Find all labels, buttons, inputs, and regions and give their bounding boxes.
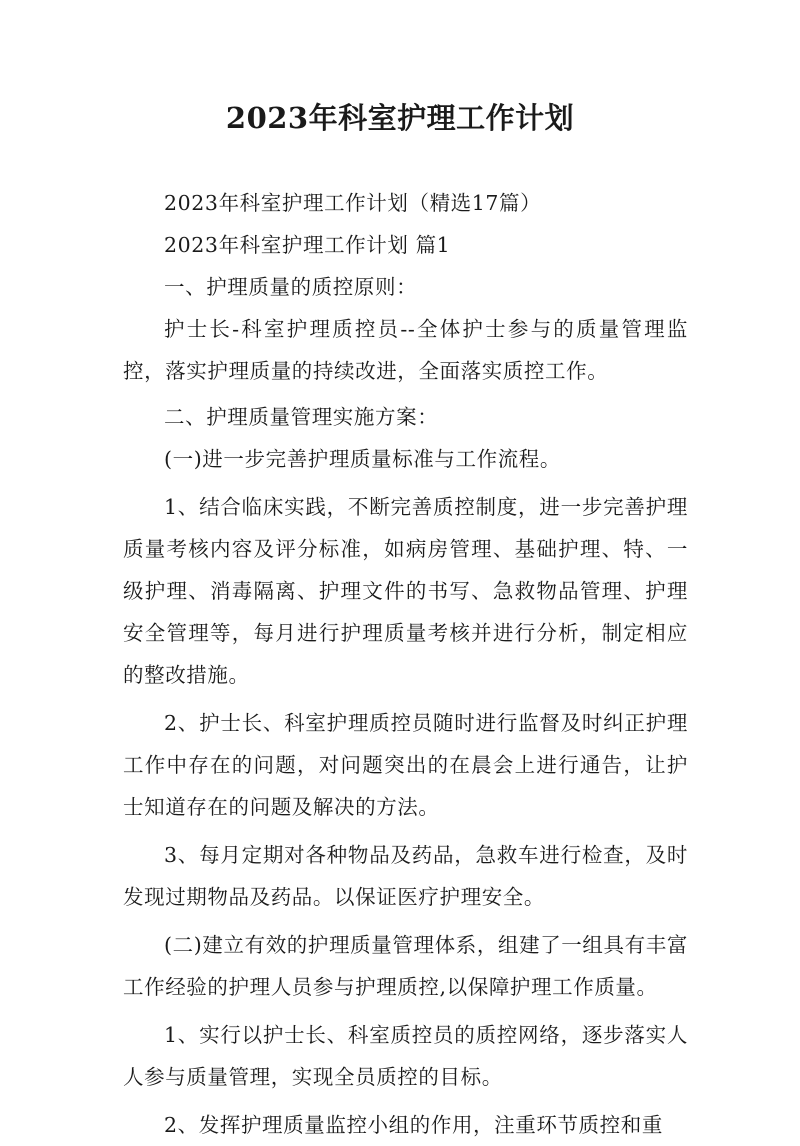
document-body [123,182,688,1146]
paragraph: 2、护士长、科室护理质控员随时进行监督及时纠正护理工作中存在的问题，对问题突出的在晨会上进行通告，让护士知道存在的问题及解决的方法。 [123,711,688,819]
paragraph-subheading-2: (二)建立有效的护理质量管理体系，组建了一组具有丰富工作经验的护理人员参与护理质控,以保障护理工作质量。 [123,933,688,999]
paragraph-heading-1: 一、护理质量的质控原则： [164,275,418,299]
paragraph: 2、发挥护理质量监控小组的作用，注重环节质控和重 [164,1113,663,1137]
paragraph: 1、结合临床实践，不断完善质控制度，进一步完善护理质量考核内容及评分标准，如病房管理、基础护理、特、一级护理、消毒隔离、护理文件的书写、急救物品管理、护理安全管理等，每月进行护理质量考核并进行分析，制定相应的整改措施。 [123,495,688,687]
paragraph: 1、实行以护士长、科室质控员的质控网络，逐步落实人人参与质量管理，实现全员质控的目标。 [123,1023,688,1089]
paragraph-subheading-1: (一)进一步完善护理质量标准与工作流程。 [164,447,561,471]
paragraph-section-heading: 2023年科室护理工作计划 篇1 [164,233,451,257]
paragraph: 3、每月定期对各种物品及药品，急救车进行检查，及时发现过期物品及药品。以保证医疗护理安全。 [123,843,688,909]
document-title: 2023年科室护理工作计划 [225,101,575,135]
paragraph-heading-2: 二、护理质量管理实施方案： [164,405,439,429]
paragraph: 护士长-科室护理质控员--全体护士参与的质量管理监控，落实护理质量的持续改进，全面落实质控工作。 [123,317,688,383]
paragraph-subtitle: 2023年科室护理工作计划（精选17篇） [164,191,542,215]
